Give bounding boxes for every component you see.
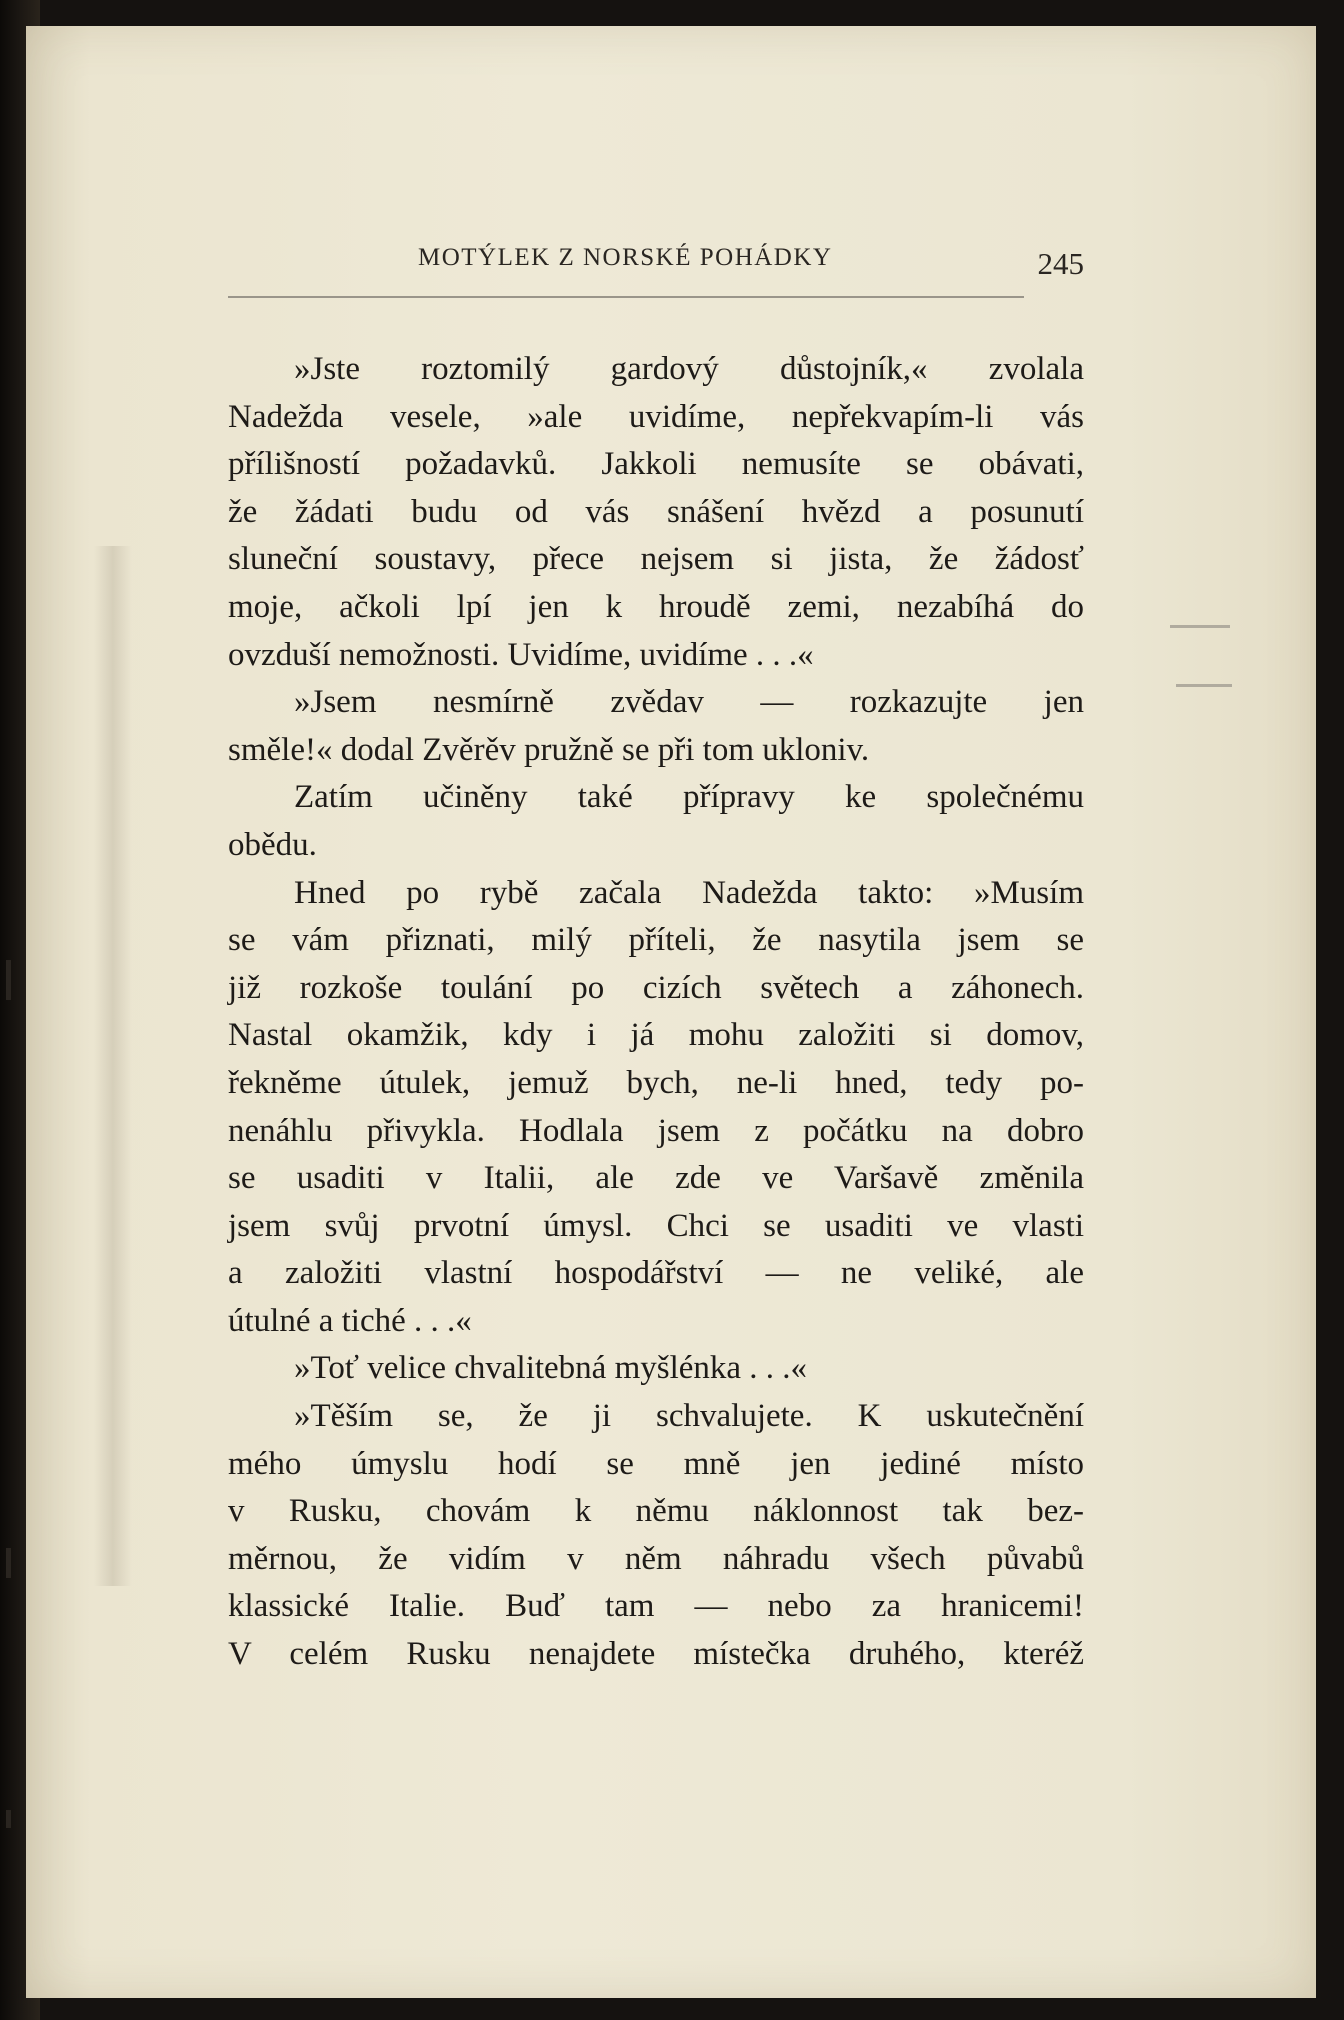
text-line: »Těším se, že ji schvalujete. K uskutečnění [294,1398,1084,1435]
text-line: »Jste roztomilý gardový důstojník,« zvolala [294,351,1084,387]
text-line: Hned po rybě začala Nadežda takto: »Musím [294,874,1084,911]
text-line: klassické Italie. Buď tam — nebo za hranicemi! [228,1588,1084,1625]
text-line: sluneční soustavy, přece nejsem si jista, že žádosť [228,541,1084,578]
text-line: v Rusku, chovám k němu náklonnost tak bez- [228,1493,1084,1530]
text-line: Nadežda vesele, »ale uvidíme, nepřekvapím-li vás [228,398,1084,435]
page-edge-mark [6,1548,11,1578]
text-line: řekněme útulek, jemuž bych, ne-li hned, tedy po- [228,1064,1084,1101]
text-line: ovzduší nemožnosti. Uvidíme, uvidíme . . .« [228,636,814,673]
text-line: se usaditi v Italii, ale zde ve Varšavě změnila [228,1160,1084,1197]
text-line: a založiti vlastní hospodářství — ne veliké, ale [228,1255,1084,1292]
running-head: MOTÝLEK Z NORSKÉ POHÁDKY [418,244,833,271]
page-gutter-shadow [94,546,132,1586]
header-rule [228,296,1024,298]
text-line: »Jsem nesmírně zvědav — rozkazujte jen [294,684,1084,721]
page-edge-mark [6,1810,11,1828]
page-header [228,236,1084,300]
text-line: V celém Rusku nenajdete místečka druhého, kteréž [228,1636,1084,1673]
text-line: Zatím učiněny také přípravy ke společnému [294,779,1084,816]
body-text [228,346,1084,1679]
bleed-through-mark [1176,684,1232,687]
text-line: se vám přiznati, milý příteli, že nasytila jsem se [228,922,1084,959]
text-line: Nastal okamžik, kdy i já mohu založiti si domov, [228,1017,1084,1054]
text-line: měrnou, že vidím v něm náhradu všech půvabů [228,1540,1084,1577]
page-number: 245 [1037,246,1084,281]
text-line: jsem svůj prvotní úmysl. Chci se usaditi ve vlasti [228,1207,1084,1244]
text-line: útulné a tiché . . .« [228,1302,472,1339]
text-line: »Toť velice chvalitebná myšlénka . . .« [294,1350,808,1387]
text-line: již rozkoše toulání po cizích světech a záhonech. [228,969,1084,1006]
text-line: že žádati budu od vás snášení hvězd a posunutí [228,493,1084,530]
text-line: mého úmyslu hodí se mně jen jediné místo [228,1445,1084,1482]
text-line: nenáhlu přivykla. Hodlala jsem z počátku na dobro [228,1112,1084,1149]
page-edge-mark [6,960,11,1000]
text-line: moje, ačkoli lpí jen k hroudě zemi, nezabíhá do [228,588,1084,625]
text-line: obědu. [228,826,317,863]
bleed-through-mark [1170,625,1230,628]
text-line: přílišností požadavků. Jakkoli nemusíte se obávati, [228,446,1084,483]
text-line: směle!« dodal Zvěrěv pružně se při tom ukloniv. [228,731,870,768]
